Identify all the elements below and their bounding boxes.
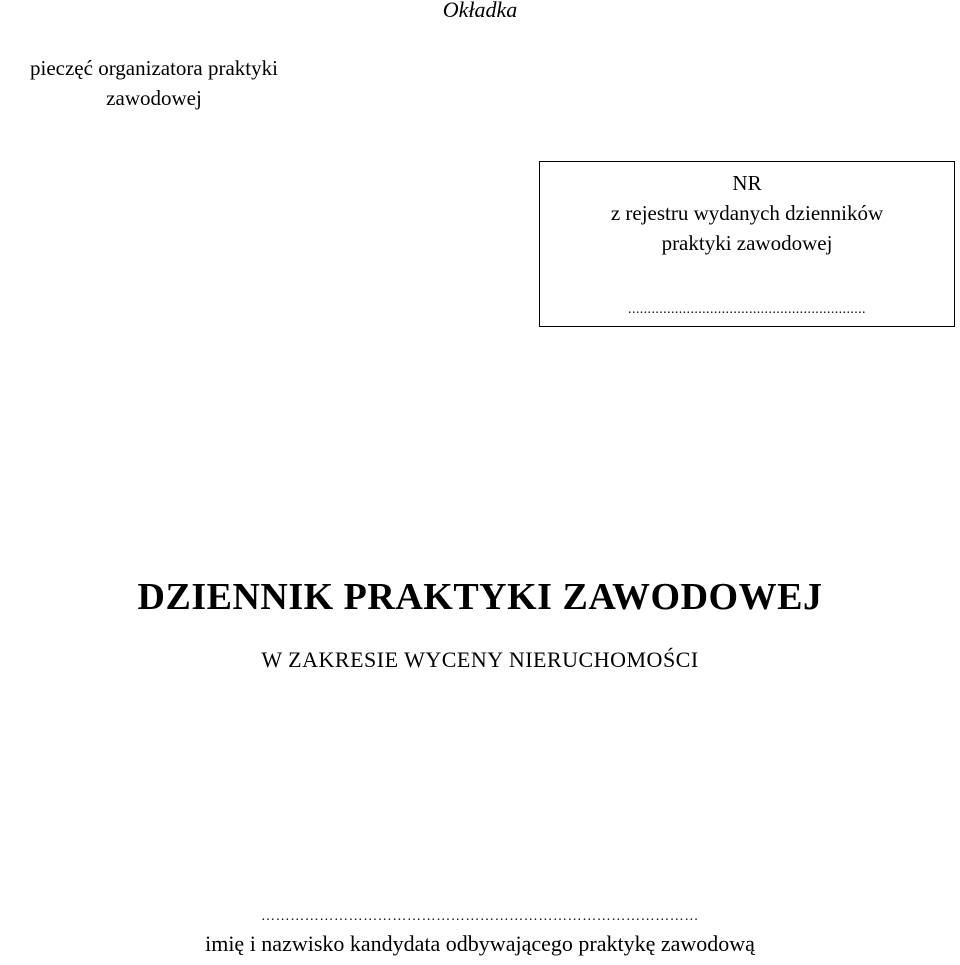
register-nr-label: NR xyxy=(732,171,762,195)
register-number-dotted-line: ............................................................. xyxy=(628,302,866,317)
register-line-3: praktyki zawodowej xyxy=(661,231,833,255)
register-line-2: z rejestru wydanych dzienników xyxy=(610,201,884,225)
stamp-line-2: zawodowej xyxy=(106,86,202,110)
signature-dotted-line: ……………………………………………………………………………… xyxy=(261,909,699,924)
register-box-text xyxy=(540,168,954,258)
document-title: DZIENNIK PRAKTYKI ZAWODOWEJ xyxy=(137,576,823,618)
register-number-box xyxy=(539,161,955,327)
document-subtitle: W ZAKRESIE WYCENY NIERUCHOMOŚCI xyxy=(261,647,699,672)
organizer-stamp-label xyxy=(4,53,304,113)
signature-label: imię i nazwisko kandydata odbywającego praktykę zawodową xyxy=(205,931,755,956)
page-header-title: Okładka xyxy=(442,0,518,22)
stamp-line-1: pieczęć organizatora praktyki xyxy=(30,56,278,80)
